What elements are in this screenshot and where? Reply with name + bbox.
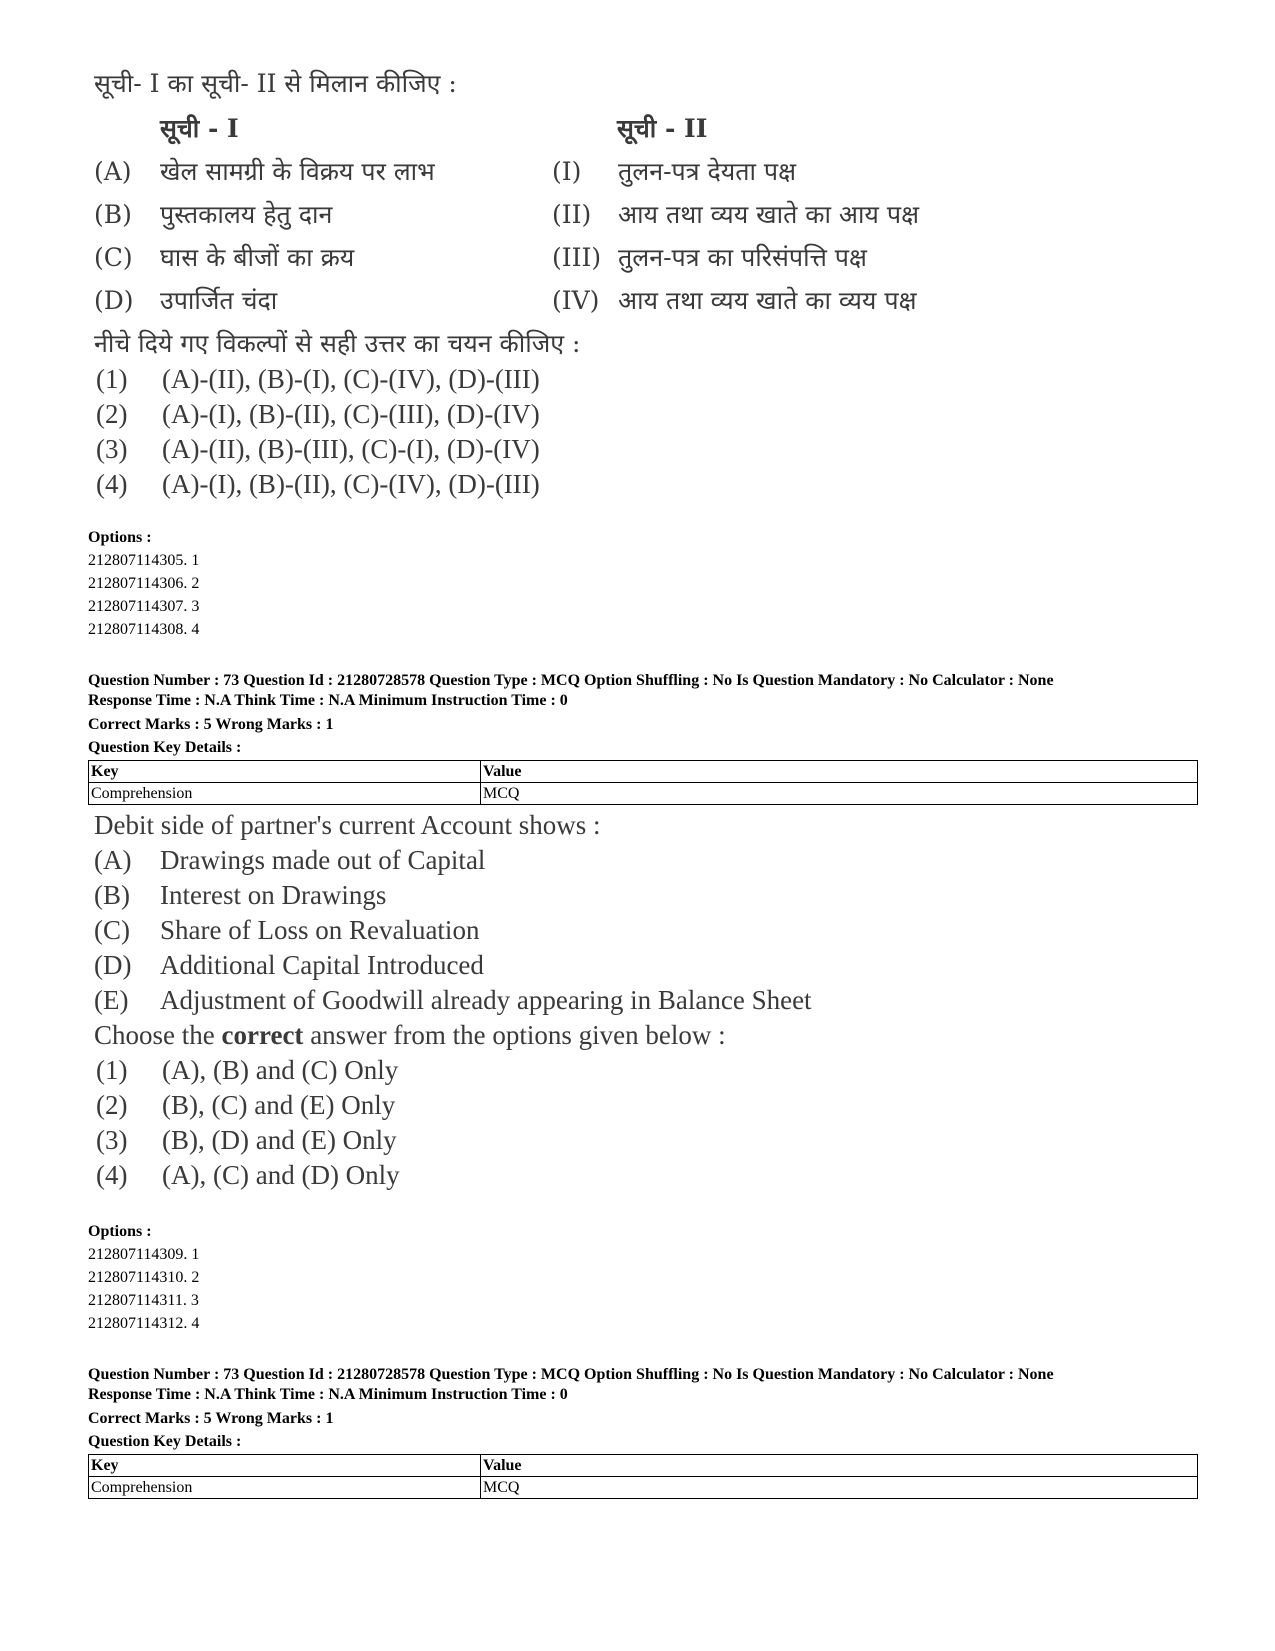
table-header-key: Key xyxy=(89,1455,481,1477)
statement-item: (D) Additional Capital Introduced xyxy=(94,950,484,980)
list1-item: (B) पुस्तकालय हेतु दान xyxy=(94,200,333,229)
answer-prompt: नीचे दिये गए विकल्पों से सही उत्तर का चयन कीजिए : xyxy=(94,329,581,358)
table-cell-key: Comprehension xyxy=(89,1477,481,1499)
table-cell-key: Comprehension xyxy=(89,783,481,805)
question-meta-line: Response Time : N.A Think Time : N.A Minimum Instruction Time : 0 xyxy=(88,1386,568,1403)
table-row xyxy=(89,783,1198,805)
answer-choice: (3) (A)-(II), (B)-(III), (C)-(I), (D)-(IV) xyxy=(96,434,540,464)
option-item: 212807114310. 2 xyxy=(88,1269,200,1286)
option-item: 212807114306. 2 xyxy=(88,575,200,592)
answer-choice: (4) (A)-(I), (B)-(II), (C)-(IV), (D)-(III) xyxy=(96,469,540,499)
key-details-label: Question Key Details : xyxy=(88,739,242,756)
key-value-table xyxy=(88,760,1198,805)
answer-choice: (3) (B), (D) and (E) Only xyxy=(96,1125,397,1155)
match-instruction: सूची- I का सूची- II से मिलान कीजिए : xyxy=(94,69,457,98)
question-meta xyxy=(88,671,1054,711)
table-header-value: Value xyxy=(481,1455,1198,1477)
options-label: Options : xyxy=(88,529,152,546)
list2-item: (III) तुलन-पत्र का परिसंपत्ति पक्ष xyxy=(552,243,867,272)
table-header-value: Value xyxy=(481,761,1198,783)
list1-heading: सूची - I xyxy=(160,114,239,143)
options-block xyxy=(88,526,199,641)
table-header-key: Key xyxy=(89,761,481,783)
table-cell-value: MCQ xyxy=(481,1477,1198,1499)
statement-item: (B) Interest on Drawings xyxy=(94,880,387,910)
list1-item: (C) घास के बीजों का क्रय xyxy=(94,243,355,272)
list2-item: (II) आय तथा व्यय खाते का आय पक्ष xyxy=(552,200,920,229)
list1-item: (A) खेल सामग्री के विक्रय पर लाभ xyxy=(94,157,435,186)
options-label: Options : xyxy=(88,1223,152,1240)
answer-prompt: Choose the correct answer from the options given below : xyxy=(94,1020,726,1050)
marks-line: Correct Marks : 5 Wrong Marks : 1 xyxy=(88,1410,334,1427)
list1-item: (D) उपार्जित चंदा xyxy=(94,286,278,315)
question-meta-line: Question Number : 73 Question Id : 21280728578 Question Type : MCQ Option Shuffling : No Is Question Mandatory : No Calculator : None xyxy=(88,672,1054,689)
list2-item: (I) तुलन-पत्र देयता पक्ष xyxy=(552,157,797,186)
table-row xyxy=(89,761,1198,783)
answer-choice: (1) (A)-(II), (B)-(I), (C)-(IV), (D)-(III) xyxy=(96,364,540,394)
options-block xyxy=(88,1220,199,1335)
table-cell-value: MCQ xyxy=(481,783,1198,805)
key-details-label: Question Key Details : xyxy=(88,1433,242,1450)
table-row xyxy=(89,1455,1198,1477)
question-meta-line: Question Number : 73 Question Id : 21280728578 Question Type : MCQ Option Shuffling : No Is Question Mandatory : No Calculator : None xyxy=(88,1366,1054,1383)
table-row xyxy=(89,1477,1198,1499)
statement-item: (A) Drawings made out of Capital xyxy=(94,845,486,875)
answer-choice: (4) (A), (C) and (D) Only xyxy=(96,1160,400,1190)
answer-choice: (2) (A)-(I), (B)-(II), (C)-(III), (D)-(IV) xyxy=(96,399,540,429)
question-meta xyxy=(88,1365,1054,1405)
question-meta-line: Response Time : N.A Think Time : N.A Minimum Instruction Time : 0 xyxy=(88,692,568,709)
option-item: 212807114312. 4 xyxy=(88,1315,200,1332)
list2-item: (IV) आय तथा व्यय खाते का व्यय पक्ष xyxy=(552,286,917,315)
statement-item: (E) Adjustment of Goodwill already appearing in Balance Sheet xyxy=(94,985,812,1015)
answer-choice: (2) (B), (C) and (E) Only xyxy=(96,1090,396,1120)
key-value-table xyxy=(88,1454,1198,1499)
list2-heading: सूची - II xyxy=(617,114,708,143)
question-stem: Debit side of partner's current Account shows : xyxy=(94,810,601,840)
option-item: 212807114311. 3 xyxy=(88,1292,199,1309)
answer-choice: (1) (A), (B) and (C) Only xyxy=(96,1055,399,1085)
statement-item: (C) Share of Loss on Revaluation xyxy=(94,915,480,945)
option-item: 212807114308. 4 xyxy=(88,621,200,638)
option-item: 212807114309. 1 xyxy=(88,1246,200,1263)
marks-line: Correct Marks : 5 Wrong Marks : 1 xyxy=(88,716,334,733)
option-item: 212807114307. 3 xyxy=(88,598,200,615)
option-item: 212807114305. 1 xyxy=(88,552,200,569)
